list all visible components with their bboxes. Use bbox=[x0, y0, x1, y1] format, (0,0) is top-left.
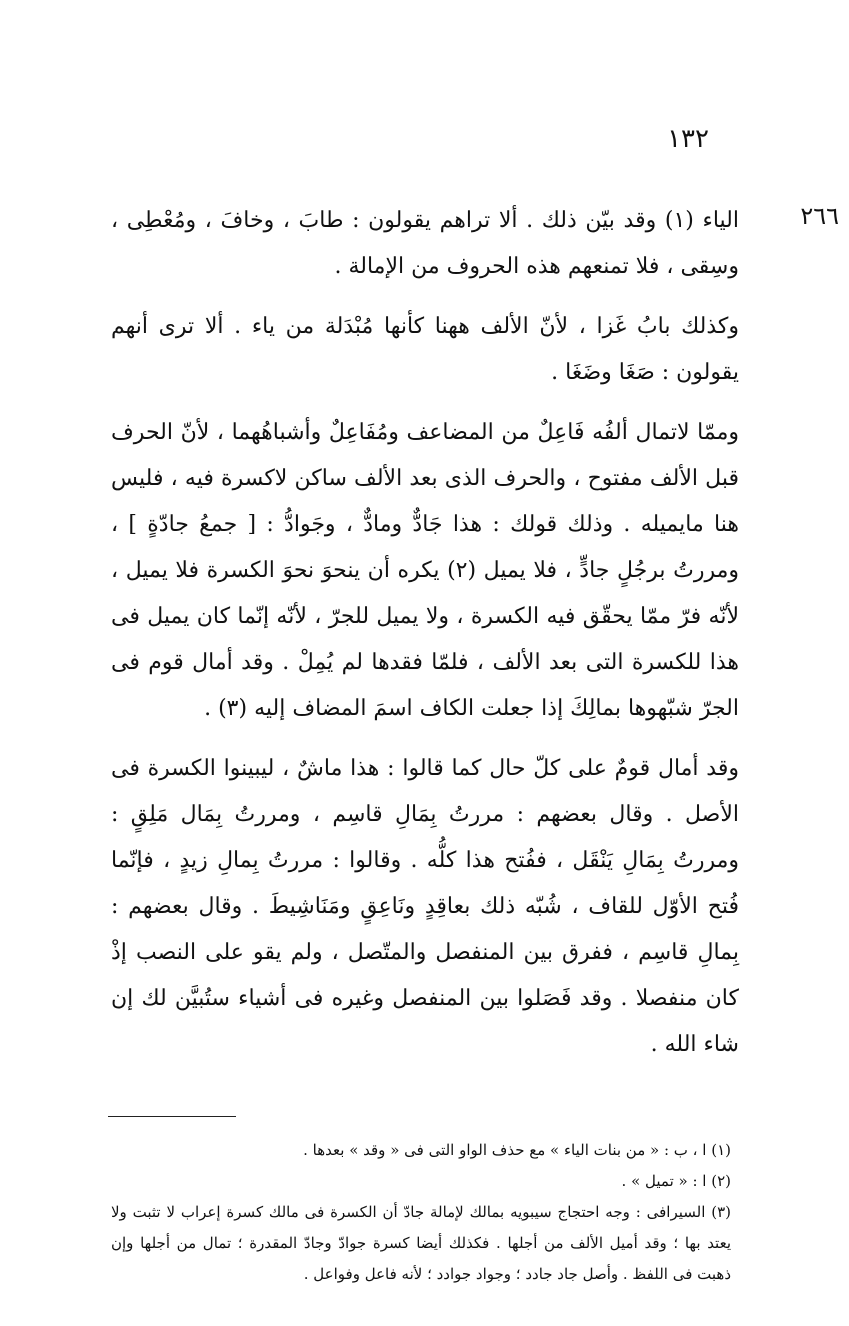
paragraph-4: وقد أمال قومٌ على كلّ حال كما قالوا : هذا ماشٌ ، ليبينوا الكسرة فى الأصل . وقال بعضهم : مررتُ بِمَالِ قاسِم ، ومررتُ بِمَال مَلِقٍ : ومررتُ بِمَالِ يَنْقَل ، ففُتح هذا كلُّه . وقالوا : مررتُ بِمالِ زيدٍ ، فإنّما فُتح الأوّل للقاف ، شُبّه ذلك بعاقِدٍ ونَاعِقٍ ومَنَاشِيطَ . وقال بعضهم : بِمالِ قاسِم ، ففرق بين المنفصل والمتّصل ، ولم يقو على النصب إذْ كان منفصلا . وقد فَصَلوا بين المنفصل وغيره فى أشياء ستُبيَّن لك إن شاء الله . bbox=[111, 756, 739, 1057]
page-number: ١٣٢ bbox=[667, 124, 709, 154]
paragraph-2: وكذلك بابُ غَزا ، لأنّ الألف ههنا كأنها مُبْدَلة من ياء . ألا ترى أنهم يقولون : صَغَا وضَغَا . bbox=[111, 314, 739, 385]
marginal-reference-number: ٢٦٦ bbox=[800, 202, 839, 230]
footnotes bbox=[111, 1135, 731, 1290]
main-text bbox=[111, 198, 739, 1082]
footnote-1: (١) ا ، ب : « من بنات الياء » مع حذف الواو التى فى « وقد » بعدها . bbox=[303, 1141, 731, 1159]
footnote-divider bbox=[108, 1116, 236, 1117]
paragraph-1: الياء (١) وقد بيّن ذلك . ألا تراهم يقولون : طابَ ، وخافَ ، ومُعْطِى ، وسِقى ، فلا تمنعهم هذه الحروف من الإمالة . bbox=[111, 208, 739, 279]
footnote-3: (٣) السيرافى : وجه احتجاج سيبويه بمالك لإمالة جادّ أن الكسرة فى مالك كسرة إعراب لا تثبت ولا يعتد بها ؛ وقد أميل الألف من أجلها . فكذلك أيضا كسرة جوادّ وجادّ المقدرة ؛ تمال من أجلها وإن ذهبت فى اللفظ . وأصل جاد جادد ؛ وجواد جوادد ؛ لأنه فاعل وفواعل . bbox=[111, 1203, 731, 1283]
paragraph-3: وممّا لاتمال ألفُه فَاعِلٌ من المضاعف ومُفَاعِلٌ وأشباهُهما ، لأنّ الحرف قبل الألف مفتوح ، والحرف الذى بعد الألف ساكن لاكسرة فيه ، فليس هنا مايميله . وذلك قولك : هذا جَادٌّ ومادٌّ ، وجَوادُّ : [ جمعُ جادّةٍ ] ، ومررتُ برجُلٍ جادٍّ ، فلا يميل (٢) يكره أن ينحوَ نحوَ الكسرة فلا يميل ، لأنّه فرّ ممّا يحقّق فيه الكسرة ، ولا يميل للجرّ ، لأنّه إنّما كان يميل فى هذا للكسرة التى بعد الألف ، فلمّا فقدها لم يُمِلْ . وقد أمال قوم فى الجرّ شبّهوها بمالِكَ إذا جعلت الكاف اسمَ المضاف إليه (٣) . bbox=[111, 420, 739, 721]
footnote-2: (٢) ا : « تميل » . bbox=[621, 1172, 731, 1190]
